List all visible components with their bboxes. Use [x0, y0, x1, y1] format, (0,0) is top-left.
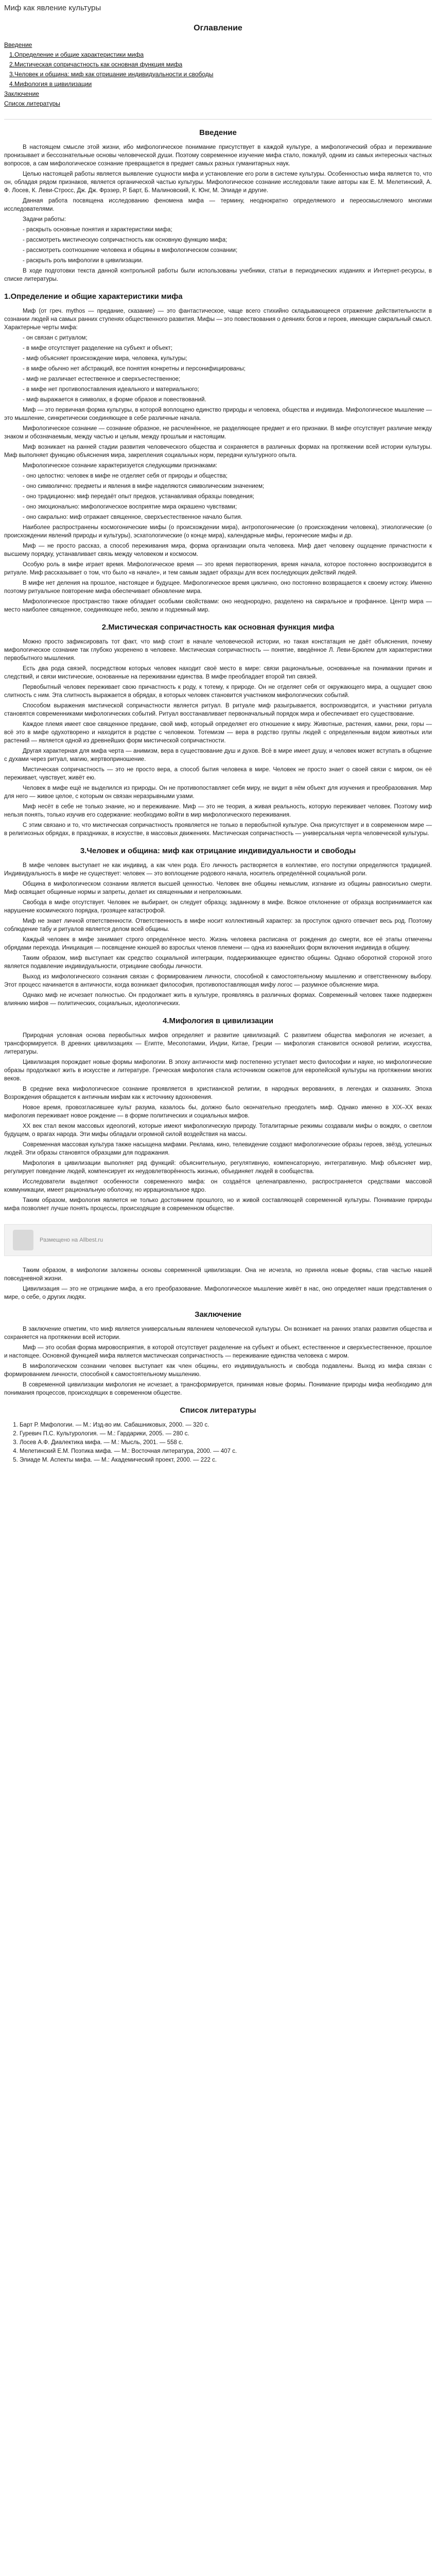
section3-body	[4, 861, 432, 1008]
toc-link[interactable]: Заключение	[4, 90, 39, 97]
paragraph: Миф несёт в себе не только знание, но и переживание. Миф — это не теория, а живая реальность, которую переживает человек. Поэтому миф нельзя понять, только изучив его содержание: необходимо войти в мир мифологического переживания.	[4, 804, 432, 818]
paragraph: - он связан с ритуалом;	[23, 335, 88, 341]
paragraph: В настоящем смысле этой жизни, ибо мифологическое понимание присутствует в каждой культуре, а мифологический образ и переживание пронизывает и бессознательные основы человеческой души. Поэтому современное изучение мифа стало, пожалуй, одним из самых интересных частных вопросов, а сам мифологическое сознание превращается в предмет самых разных гуманитарных наук.	[4, 144, 432, 167]
paragraph: Миф — это первичная форма культуры, в которой воплощено единство природы и человека, общества и индивида. Мифологическое мышление — это мышление, синкретически соединяющее в себе различные начала.	[4, 407, 432, 421]
paragraph: Таким образом, миф выступает как средство социальной интеграции, поддерживающее единство общины. Однако оборотной стороной этого является подавление индивидуальности, отрицание свободы личности.	[4, 955, 432, 970]
paragraph: Данная работа посвящена исследованию феномена мифа — термину, неоднократно определяемого и переосмысляемого многими исследователями.	[4, 198, 432, 212]
section1-heading: 1.Определение и общие характеристики мифа	[4, 292, 183, 301]
paragraph: Миф — это особая форма мировосприятия, в которой отсутствует разделение на субъект и объект, естественное и сверхъестественное, прошлое и настоящее. Основной функцией мифа является мистическая сопричастность — переживание единства человека с миром.	[4, 1345, 432, 1359]
banner-text: Размещено на Allbest.ru	[40, 1237, 103, 1243]
toc-link[interactable]: 4.Мифология в цивилизации	[9, 80, 92, 88]
paragraph: Наиболее распространены космогонические мифы (о происхождении мира), антропогонические (о происхождении человека), этиологические (о происхождении явлений природы и культуры), эсхатологические (о конце мира), календарные мифы, героические мифы и др.	[4, 524, 432, 539]
conclusion-heading: Заключение	[195, 1310, 241, 1319]
paragraph: - рассмотреть мистическую сопричастность как основную функцию мифа;	[23, 237, 228, 243]
ad-banner[interactable]	[4, 1224, 432, 1256]
paragraph: - миф объясняет происхождение мира, человека, культуры;	[23, 355, 187, 362]
paragraph: Каждое племя имеет свое священное предание, свой миф, который определяет его отношение к миру. Животные, растения, камни, реки, горы — всё это в мифе одухотворено и находится в родстве с человеком. Тотемизм — вера в родство группы людей с определенным видом животных или растений — является одной из древнейших форм мистической сопричастности.	[4, 721, 432, 744]
reference-item: 4. Мелетинский Е.М. Поэтика мифа. — М.: Восточная литература, 2000. — 407 с.	[20, 1447, 432, 1456]
paragraph: Новое время, провозгласившее культ разума, казалось бы, должно было окончательно преодолеть миф. Однако именно в XIX–XX веках мифология переживает новое рождение — в форме политических и социальных мифов.	[4, 1105, 432, 1119]
section4-body	[4, 1031, 432, 1213]
paragraph: Община в мифологическом сознании является высшей ценностью. Человек вне общины немыслим, изгнание из общины равносильно смерти. Миф освящает общинные нормы и запреты, делает их священными и непреложными.	[4, 881, 432, 895]
toc-list	[4, 40, 432, 109]
paragraph: Мифологическое сознание характеризуется следующими признаками:	[23, 463, 218, 469]
after-banner-body	[4, 1266, 432, 1301]
paragraph: Можно просто зафиксировать тот факт, что миф стоит в начале человеческой истории, но такая констатация не даёт объяснения, почему мифологическое сознание так глубоко укоренено в человеке. Мистическая сопричастность — понятие, введённое Л. Леви-Брюлем для характеристики первобытного мышления.	[4, 639, 432, 662]
document-page	[0, 3, 436, 1485]
toc-item	[4, 89, 432, 99]
paragraph: Целью настоящей работы является выявление сущности мифа и установление его роли в системе культуры. Особенностью мифа является то, что он, обладая рядом признаков, является органической частью культуры. Мифологическое сознание исследовали такие авторы как Е. М. Мелетинский, А. Ф. Лосев, К. Леви-Стросс, Дж. Дж. Фрэзер, Р. Барт, Б. Малиновский, К. Юнг, М. Элиаде и другие.	[4, 171, 432, 194]
paragraph: XX век стал веком массовых идеологий, которые имеют мифологическую природу. Тоталитарные режимы создавали мифы о вождях, о светлом будущем, о врагах народа. Эти мифы обладали огромной силой воздействия на массы.	[4, 1123, 432, 1138]
toc-link[interactable]: Введение	[4, 41, 32, 48]
paragraph: - оно эмоционально: мифологическое восприятие мира окрашено чувствами;	[23, 504, 237, 510]
toc-item	[4, 70, 432, 79]
paragraph: С этим связано и то, что мистическая сопричастность проявляется не только в первобытной культуре. Она присутствует и в современном мире — в религиозных обрядах, в праздниках, в искусстве, в массовых движениях. Мистическая сопричастность — универсальная черта человеческой культуры.	[4, 822, 432, 837]
paragraph: Однако миф не исчезает полностью. Он продолжает жить в культуре, проявляясь в различных формах. Современный человек также подвержен влиянию мифов — политических, социальных, идеологических.	[4, 992, 432, 1007]
paragraph: - оно символично: предметы и явления в мифе наделяются символическим значением;	[23, 483, 265, 489]
paragraph: - в мифе отсутствует разделение на субъект и объект;	[23, 345, 172, 351]
paragraph: Задачи работы:	[23, 216, 66, 223]
references-heading: Список литературы	[180, 1406, 256, 1415]
paragraph: - в мифе обычно нет абстракций, все понятия конкретны и персонифицированы;	[23, 366, 246, 372]
paragraph: Другая характерная для мифа черта — анимизм, вера в существование душ и духов. Всё в мире имеет душу, и человек может вступать в общение с духами через ритуал, магию, жертвоприношение.	[4, 748, 432, 762]
paragraph: - рассмотреть соотношение человека и общины в мифологическом сознании;	[23, 247, 238, 253]
section2-body	[4, 638, 432, 838]
paragraph: В мифе нет деления на прошлое, настоящее и будущее. Мифологическое время циклично, оно постоянно возвращается к своему истоку. Именно поэтому ритуальное повторение мифа обеспечивает обновление мира.	[4, 580, 432, 595]
document-title: Миф как явление культуры	[4, 4, 101, 12]
paragraph: Способом выражения мистической сопричастности является ритуал. В ритуале миф разыгрывается, воспроизводится, и участники ритуала становятся современниками мифологических событий. Ритуал восстанавливает первоначальный порядок мира и обеспечивает его существование.	[4, 703, 432, 717]
reference-item: 1. Барт Р. Мифологии. — М.: Изд-во им. Сабашниковых, 2000. — 320 с.	[20, 1421, 432, 1430]
paragraph: - оно традиционно: миф передаёт опыт предков, устанавливая образцы поведения;	[23, 494, 254, 500]
paragraph: Таким образом, в мифологии заложены основы современной цивилизации. Она не исчезла, но приняла новые формы, став частью нашей повседневной жизни.	[4, 1267, 432, 1282]
paragraph: Цивилизация — это не отрицание мифа, а его преобразование. Мифологическое мышление живёт в нас, оно определяет наши представления о мире, о себе, о других людях.	[4, 1286, 432, 1300]
paragraph: - оно целостно: человек в мифе не отделяет себя от природы и общества;	[23, 473, 228, 479]
paragraph: Человек в мифе ещё не выделился из природы. Он не противопоставляет себя миру, не видит в нём объект для изучения и преобразования. Мир для него — живое целое, с которым он связан неразрывными узами.	[4, 785, 432, 800]
paragraph: - оно сакрально: миф отражает священное, сверхъестественное начало бытия.	[23, 514, 242, 520]
paragraph: Первобытный человек переживает свою причастность к роду, к тотему, к природе. Он не отделяет себя от окружающего мира, а ощущает свою слитность с ним. Эта слитность выражается в обрядах, в которых человек становится участником мифологических событий.	[4, 684, 432, 699]
intro-heading: Введение	[199, 128, 237, 137]
paragraph: Исследователи выделяют особенности современного мифа: он создаётся целенаправленно, распространяется средствами массовой коммуникации, имеет рациональную оболочку, но иррациональное ядро.	[4, 1179, 432, 1193]
toc-item	[4, 99, 432, 109]
paragraph: Природная условная основа первобытных мифов определяет и развитие цивилизаций. С развитием общества мифология не исчезает, а трансформируется. В древних цивилизациях — Египте, Месопотамии, Индии, Китае, Греции — мифология становится основой религии, искусства, литературы.	[4, 1032, 432, 1055]
toc-item	[4, 50, 432, 60]
toc-link[interactable]: Список литературы	[4, 100, 60, 107]
paragraph: Мифология в цивилизации выполняет ряд функций: объяснительную, регулятивную, компенсаторную, интегративную. Миф объясняет мир, регулирует поведение людей, компенсирует их неудовлетворённость жизнью, объединяет людей в сообщества.	[4, 1160, 432, 1175]
conclusion-body	[4, 1325, 432, 1397]
paragraph: - раскрыть основные понятия и характеристики мифа;	[23, 227, 172, 233]
toc-heading: Оглавление	[194, 24, 242, 32]
paragraph: Свобода в мифе отсутствует. Человек не выбирает, он следует образцу, заданному в мифе. Всякое отклонение от образца воспринимается как нарушение космического порядка, грозящее катастрофой.	[4, 900, 432, 914]
intro-body	[4, 143, 432, 283]
paragraph: В средние века мифологическое сознание проявляется в христианской религии, в народных верованиях, в легендах и сказаниях. Эпоха Возрождения обращается к античным мифам как к источнику вдохновения.	[4, 1086, 432, 1100]
paragraph: Особую роль в мифе играет время. Мифологическое время — это время первотворения, время начала, которое постоянно воспроизводится в ритуале. Миф рассказывает о том, что было «в начале», и тем самым задает образцы для всех последующих действий людей.	[4, 562, 432, 576]
paragraph: Есть два рода связей, посредством которых человек находит своё место в мире: связи рациональные, основанные на понимании причин и следствий, и связи мистические, основанные на переживании единства. В мифе преобладает второй тип связей.	[4, 666, 432, 680]
reference-item: 2. Гуревич П.С. Культурология. — М.: Гардарики, 2005. — 280 с.	[20, 1430, 432, 1438]
toc-link[interactable]: 3.Человек и община: миф как отрицание индивидуальности и свободы	[9, 71, 214, 78]
paragraph: - миф выражается в символах, в форме образов и повествований.	[23, 397, 206, 403]
section3-heading: 3.Человек и община: миф как отрицание индивидуальности и свободы	[80, 846, 356, 855]
toc-link[interactable]: 2.Мистическая сопричастность как основная функция мифа	[9, 61, 183, 68]
paragraph: Мифологическое сознание — сознание образное, не расчленённое, не разделяющее предмет и его признаки. В мифе отсутствует различие между знаком и обозначаемым, между частью и целым, между прошлым и настоящим.	[4, 426, 432, 440]
toc-link[interactable]: 1.Определение и общие характеристики мифа	[9, 51, 144, 58]
toc-item	[4, 60, 432, 70]
paragraph: Цивилизация порождает новые формы мифологии. В эпоху античности миф постепенно уступает место философии и науке, но мифологические образы продолжают жить в искусстве и литературе. Греческая мифология стала источником сюжетов для европейской культуры на протяжении многих веков.	[4, 1059, 432, 1082]
paragraph: В заключение отметим, что миф является универсальным явлением человеческой культуры. Он возникает на ранних этапах развития общества и сохраняется на протяжении всей истории.	[4, 1326, 432, 1341]
paragraph: Миф не знает личной ответственности. Ответственность в мифе носит коллективный характер: за проступок одного отвечает весь род. Поэтому соблюдение табу и ритуалов является делом всей общины.	[4, 918, 432, 933]
paragraph: Таким образом, мифология является не только достоянием прошлого, но и живой составляющей современной культуры. Понимание природы мифа позволяет лучше понять процессы, происходящие в современном обществе.	[4, 1197, 432, 1212]
section4-heading: 4.Мифология в цивилизации	[162, 1016, 274, 1025]
paragraph: Мистическая сопричастность — это не просто вера, а способ бытия человека в мире. Человек не просто знает о своей связи с миром, он её переживает, чувствует, живёт ею.	[4, 767, 432, 781]
paragraph: В ходе подготовки текста данной контрольной работы были использованы учебники, статьи в периодических изданиях и Интернет-ресурсы, в списке литературы.	[4, 268, 432, 282]
paragraph: Миф (от греч. mythos — предание, сказание) — это фантастическое, чаще всего стихийно складывающееся отражение действительности в сознании людей на самых ранних ступенях общественного развития. Мифы — это повествования о деяниях богов и героев, имеющие сакральный смысл. Характерные черты мифа:	[4, 308, 432, 331]
section1-body	[4, 307, 432, 614]
toc-item	[4, 40, 432, 50]
paragraph: - миф не различает естественное и сверхъестественное;	[23, 376, 181, 382]
toc-item	[4, 79, 432, 89]
paragraph: Современная массовая культура также насыщена мифами. Реклама, кино, телевидение создают мифологические образы героев, звёзд, успешных людей. Эти образы становятся образцами для подражания.	[4, 1142, 432, 1156]
banner-logo-icon	[13, 1230, 33, 1250]
paragraph: Выход из мифологического сознания связан с формированием личности, способной к самостоятельному мышлению и ответственному выбору. Этот процесс начинается в античности, когда возникает философия, противопоставляющая мифу логос — разумное объяснение мира.	[4, 974, 432, 988]
paragraph: Миф — не просто рассказ, а способ переживания мира, форма организации опыта человека. Миф дает человеку ощущение причастности к высшему порядку, устанавливает связь между человеком и космосом.	[4, 543, 432, 557]
paragraph: В мифе человек выступает не как индивид, а как член рода. Его личность растворяется в коллективе, его поступки определяются традицией. Индивидуальность в мифе не существует: человек — это воплощение родового начала, носитель определённой социальной роли.	[4, 862, 432, 877]
divider	[4, 119, 432, 120]
paragraph: - раскрыть роль мифологии в цивилизации.	[23, 258, 143, 264]
section2-heading: 2.Мистическая сопричастность как основная функция мифа	[101, 623, 335, 632]
paragraph: - в мифе нет противопоставления идеального и материального;	[23, 386, 199, 393]
reference-item: 5. Элиаде М. Аспекты мифа. — М.: Академический проект, 2000. — 222 с.	[20, 1456, 432, 1465]
paragraph: Миф возникает на ранней стадии развития человеческого общества и сохраняется в различных формах на протяжении всей истории культуры. Миф выполняет функцию объяснения мира, закрепления социальных норм, передачи культурного опыта.	[4, 444, 432, 459]
paragraph: Мифологическое пространство также обладает особыми свойствами: оно неоднородно, разделено на сакральное и профанное. Центр мира — место наиболее священное, соединяющее небо, землю и подземный мир.	[4, 599, 432, 613]
references-list	[4, 1421, 432, 1465]
paragraph: В современной цивилизации мифология не исчезает, а трансформируется, принимая новые формы. Понимание природы мифа необходимо для понимания процессов, происходящих в современном обществе.	[4, 1382, 432, 1396]
reference-item: 3. Лосев А.Ф. Диалектика мифа. — М.: Мысль, 2001. — 558 с.	[20, 1438, 432, 1447]
paragraph: Каждый человек в мифе занимает строго определённое место. Жизнь человека расписана от рождения до смерти, все её этапы отмечены обрядами перехода. Инициация — посвящение юношей во взрослых членов племени — одна из важнейших форм включения индивида в общину.	[4, 937, 432, 951]
paragraph: В мифологическом сознании человек выступает как член общины, его индивидуальность и свобода подавлены. Выход из мифа связан с формированием личности, способной к самостоятельному мышлению.	[4, 1363, 432, 1378]
